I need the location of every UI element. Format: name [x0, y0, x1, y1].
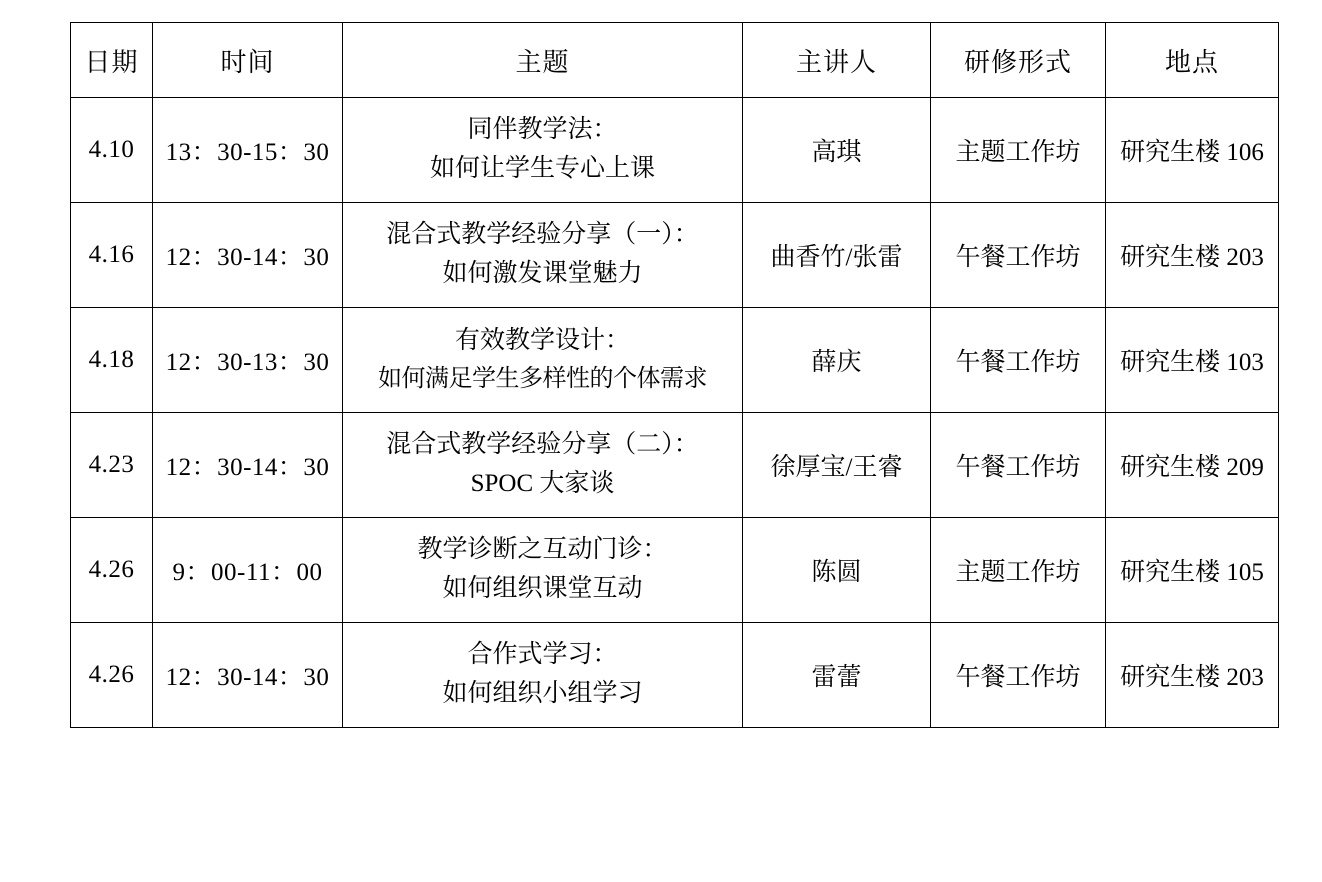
- topic-line-2: 如何让学生专心上课: [429, 155, 655, 182]
- cell-date: 4.18: [71, 308, 153, 413]
- topic-line-1: 有效教学设计：: [454, 327, 630, 355]
- cell-date: 4.10: [71, 98, 153, 203]
- topic-line-2: 如何组织小组学习: [442, 680, 643, 707]
- cell-time: 13：30-15：30: [153, 98, 343, 203]
- cell-date: 4.26: [71, 518, 153, 623]
- table-row: [71, 623, 1279, 728]
- topic-line-2: 如何组织课堂互动: [442, 575, 643, 602]
- topic-lines: [343, 210, 742, 300]
- column-header-speaker: 主讲人: [743, 23, 931, 98]
- column-header-date: 日期: [71, 23, 153, 98]
- cell-time: 12：30-13：30: [153, 308, 343, 413]
- topic-line-2: 如何激发课堂魅力: [442, 260, 643, 287]
- cell-time: 12：30-14：30: [153, 623, 343, 728]
- topic-line-1: 同伴教学法：: [467, 116, 618, 144]
- table-row: [71, 308, 1279, 413]
- cell-speaker: 雷蕾: [743, 623, 931, 728]
- cell-date: 4.26: [71, 623, 153, 728]
- topic-lines: [343, 630, 742, 720]
- table-header: [71, 23, 1279, 98]
- cell-place: 研究生楼 209: [1106, 413, 1279, 518]
- cell-place: 研究生楼 106: [1106, 98, 1279, 203]
- table-row: [71, 203, 1279, 308]
- topic-line-1: 合作式学习：: [467, 641, 618, 669]
- cell-format: 午餐工作坊: [931, 203, 1106, 308]
- table-row: [71, 98, 1279, 203]
- cell-time: 9：00-11：00: [153, 518, 343, 623]
- cell-place: 研究生楼 203: [1106, 623, 1279, 728]
- cell-topic: [343, 308, 743, 413]
- cell-speaker: 曲香竹/张雷: [743, 203, 931, 308]
- topic-lines: [343, 316, 742, 404]
- table-row: [71, 518, 1279, 623]
- column-header-time: 时间: [153, 23, 343, 98]
- cell-topic: [343, 98, 743, 203]
- cell-speaker: 陈圆: [743, 518, 931, 623]
- table-body: [71, 98, 1279, 728]
- column-header-topic: 主题: [343, 23, 743, 98]
- topic-lines: [343, 105, 742, 195]
- cell-speaker: 薛庆: [743, 308, 931, 413]
- cell-format: 午餐工作坊: [931, 623, 1106, 728]
- schedule-table: [70, 22, 1279, 728]
- cell-topic: [343, 203, 743, 308]
- cell-time: 12：30-14：30: [153, 203, 343, 308]
- topic-line-2: SPOC 大家谈: [470, 470, 615, 497]
- cell-speaker: 徐厚宝/王睿: [743, 413, 931, 518]
- cell-topic: [343, 518, 743, 623]
- topic-line-1: 混合式教学经验分享（二）：: [386, 431, 699, 459]
- schedule-table-wrapper: [70, 22, 1278, 728]
- table-header-row: [71, 23, 1279, 98]
- cell-time: 12：30-14：30: [153, 413, 343, 518]
- cell-topic: [343, 413, 743, 518]
- topic-line-2: 如何满足学生多样性的个体需求: [378, 365, 707, 392]
- cell-date: 4.16: [71, 203, 153, 308]
- cell-place: 研究生楼 203: [1106, 203, 1279, 308]
- cell-topic: [343, 623, 743, 728]
- cell-place: 研究生楼 105: [1106, 518, 1279, 623]
- cell-date: 4.23: [71, 413, 153, 518]
- column-header-format: 研修形式: [931, 23, 1106, 98]
- topic-line-1: 教学诊断之互动门诊：: [417, 536, 668, 564]
- cell-speaker: 高琪: [743, 98, 931, 203]
- topic-line-1: 混合式教学经验分享（一）：: [386, 221, 699, 249]
- cell-place: 研究生楼 103: [1106, 308, 1279, 413]
- cell-format: 主题工作坊: [931, 98, 1106, 203]
- topic-lines: [343, 420, 742, 510]
- topic-lines: [343, 525, 742, 615]
- table-row: [71, 413, 1279, 518]
- column-header-place: 地点: [1106, 23, 1279, 98]
- cell-format: 午餐工作坊: [931, 308, 1106, 413]
- cell-format: 午餐工作坊: [931, 413, 1106, 518]
- cell-format: 主题工作坊: [931, 518, 1106, 623]
